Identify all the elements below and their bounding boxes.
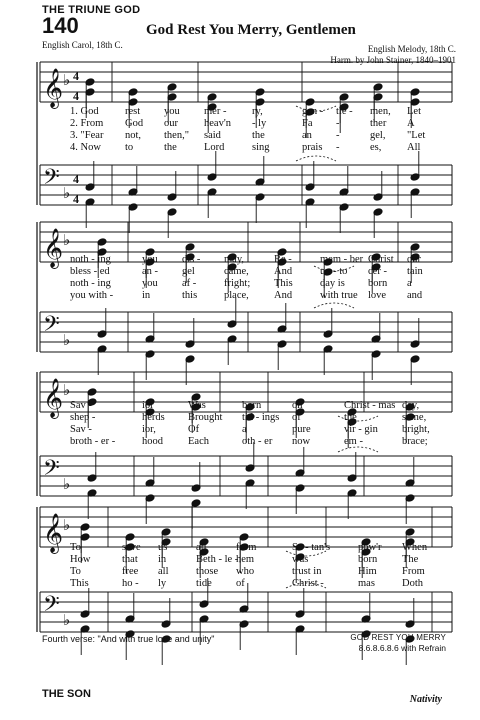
lyric-syllable: mer - — [204, 106, 227, 117]
lyric-syllable: ther — [370, 118, 387, 129]
lyric-syllable: an — [302, 130, 312, 141]
text-source: English Carol, 18th C. — [42, 40, 123, 50]
harmonization-credit: Harm. by John Stainer, 1840–1901 — [330, 55, 456, 65]
lyric-syllable: Christ — [368, 254, 394, 265]
lyric-syllable: "Let — [407, 130, 426, 141]
lyric-syllable: tide — [196, 578, 212, 589]
lyric-syllable: those — [196, 566, 219, 577]
lyric-syllable: broth - er - — [70, 436, 116, 447]
lyric-syllable: Each — [188, 436, 209, 447]
bass-clef-icon: 𝄢 — [43, 456, 60, 486]
lyric-syllable: This — [274, 278, 293, 289]
lyric-syllable: Sav - — [70, 400, 92, 411]
lyric-syllable: day, — [402, 400, 420, 411]
lyric-syllable: af - — [182, 278, 197, 289]
lyric-syllable: us — [158, 542, 168, 553]
lyric-syllable: Was — [188, 400, 206, 411]
lyric-syllable: mem - ber — [320, 254, 364, 265]
lyric-syllable: prais — [302, 142, 323, 153]
lyric-syllable: brace; — [402, 436, 428, 447]
lyric-syllable: To — [70, 542, 81, 553]
fourth-verse-note: Fourth verse: "And with true love and unity" — [42, 634, 215, 644]
lyric-syllable: - — [336, 118, 340, 129]
lyric-syllable: herds — [142, 412, 165, 423]
bass-clef-icon: 𝄢 — [43, 312, 60, 342]
lyric-syllable: tain — [407, 266, 423, 277]
lyric-syllable: Of — [188, 424, 200, 435]
lyric-syllable: born — [242, 400, 262, 411]
lyric-syllable: Christ - — [292, 578, 324, 589]
lyric-syllable: was — [292, 554, 309, 565]
treble-clef-icon: 𝄞 — [43, 68, 64, 108]
lyric-syllable: noth - ing — [70, 254, 111, 265]
season-label: Nativity — [409, 694, 442, 705]
lyric-syllable: that — [122, 554, 138, 565]
lyric-syllable: may, — [224, 254, 245, 265]
lyric-syllable: sing — [252, 142, 270, 153]
lyric-syllable: said — [204, 130, 221, 141]
lyric-syllable: cer - — [368, 266, 387, 277]
time-signature-top: 4 — [73, 172, 79, 186]
lyric-syllable: Doth — [402, 578, 423, 589]
lyric-syllable: dis - — [182, 254, 201, 265]
lyric-syllable: 3. "Fear — [70, 130, 104, 141]
hymn-title: God Rest You Merry, Gentlemen — [146, 22, 356, 38]
lyric-syllable: 4. Now — [70, 142, 101, 153]
lyric-syllable: Re - — [274, 254, 292, 265]
lyric-syllable: 2. From — [70, 118, 104, 129]
lyric-syllable: And — [274, 290, 293, 301]
lyric-syllable: ry, — [252, 106, 263, 117]
lyric-syllable: Lord — [204, 142, 225, 153]
section-footer: THE SON — [42, 688, 91, 700]
lyric-syllable: a — [407, 278, 412, 289]
lyric-syllable: trust in — [292, 566, 322, 577]
lyric-syllable: When — [402, 542, 428, 553]
lyric-syllable: noth - ing — [70, 278, 111, 289]
lyric-syllable: hood — [142, 436, 163, 447]
lyric-syllable: heav'n — [204, 118, 231, 129]
lyric-syllable: all — [196, 542, 207, 553]
lyric-syllable: A — [407, 118, 415, 129]
lyric-syllable: From — [402, 566, 425, 577]
lyric-syllable: gel, — [370, 130, 386, 141]
lyric-syllable: you — [164, 106, 180, 117]
lyric-syllable: pure — [292, 424, 311, 435]
lyric-syllable: ly — [158, 578, 167, 589]
lyric-syllable: our — [164, 118, 178, 129]
lyric-syllable: And — [274, 266, 293, 277]
lyric-syllable: this — [182, 290, 198, 301]
lyric-syllable: same, — [402, 412, 427, 423]
hymn-number: 140 — [42, 13, 79, 38]
lyric-syllable: of — [236, 578, 245, 589]
lyric-syllable: ior, — [142, 424, 156, 435]
flat-key-signature-icon: ♭ — [63, 516, 71, 534]
lyric-syllable: free — [122, 566, 139, 577]
tie-arc — [296, 156, 336, 161]
lyric-syllable: fright; — [224, 278, 251, 289]
lyric-syllable: not, — [125, 130, 142, 141]
flat-key-signature-icon: ♭ — [63, 381, 71, 399]
lyric-syllable: 1. God — [70, 106, 99, 117]
lyric-syllable: born — [358, 554, 378, 565]
lyric-syllable: es, — [370, 142, 382, 153]
lyric-syllable: to — [125, 142, 134, 153]
tune-info — [350, 632, 446, 654]
lyric-syllable: place, — [224, 290, 249, 301]
section-heading: THE TRIUNE GOD — [42, 4, 141, 16]
lyric-syllable: in — [142, 290, 151, 301]
lyric-syllable: you with - — [70, 290, 114, 301]
time-signature-bottom: 4 — [73, 89, 79, 103]
lyric-syllable: mas — [358, 578, 375, 589]
music-source: English Melody, 18th C. — [367, 44, 456, 54]
lyric-syllable: love — [368, 290, 387, 301]
lyric-syllable: an - — [142, 266, 159, 277]
lyric-syllable: then," — [164, 130, 189, 141]
lyric-syllable: now — [292, 436, 311, 447]
lyric-syllable: - — [336, 130, 340, 141]
flat-key-signature-icon: ♭ — [63, 184, 71, 202]
lyric-syllable: Him — [358, 566, 377, 577]
lyric-syllable: gen - — [302, 106, 324, 117]
lyric-syllable: gel — [182, 266, 195, 277]
bass-clef-icon: 𝄢 — [43, 165, 60, 195]
lyric-syllable: shep - — [70, 412, 96, 423]
lyric-syllable: on — [292, 400, 303, 411]
lyric-syllable: and — [407, 290, 423, 301]
flat-key-signature-icon: ♭ — [63, 71, 71, 89]
lyric-syllable: ho - — [122, 578, 139, 589]
flat-key-signature-icon: ♭ — [63, 331, 71, 349]
lyric-syllable: Fa — [302, 118, 313, 129]
lyric-syllable: you — [142, 278, 158, 289]
lyric-syllable: a — [242, 424, 247, 435]
lyric-syllable: day is — [320, 278, 345, 289]
flat-key-signature-icon: ♭ — [63, 231, 71, 249]
lyric-syllable: em - — [344, 436, 363, 447]
lyric-syllable: born — [368, 278, 388, 289]
lyric-syllable: vir - gin — [344, 424, 378, 435]
lyric-syllable: the — [252, 130, 265, 141]
lyric-syllable: Brought — [188, 412, 223, 423]
lyric-syllable: save — [122, 542, 141, 553]
lyric-syllable: our — [407, 254, 421, 265]
lyric-syllable: the — [164, 142, 177, 153]
lyric-syllable: Sav - — [70, 424, 92, 435]
lyric-syllable: Sa - tan's — [292, 542, 331, 553]
bass-clef-icon: 𝄢 — [43, 592, 60, 622]
tune-name: GOD REST YOU MERRY — [350, 633, 446, 642]
lyric-syllable: All — [407, 142, 421, 153]
lyric-syllable: the — [344, 412, 357, 423]
lyric-syllable: bright, — [402, 424, 430, 435]
treble-clef-icon: 𝄞 — [43, 228, 64, 268]
lyric-syllable: you — [142, 254, 158, 265]
lyric-syllable: who — [236, 566, 255, 577]
lyric-syllable: men, — [370, 106, 391, 117]
lyric-syllable: of — [292, 412, 301, 423]
treble-clef-icon: 𝄞 — [43, 378, 64, 418]
lyric-syllable: Let — [407, 106, 421, 117]
lyric-syllable: came, — [224, 266, 249, 277]
lyric-syllable: How — [70, 554, 91, 565]
lyric-syllable: un - to — [320, 266, 348, 277]
lyric-syllable: from — [236, 542, 257, 553]
lyric-syllable: Beth - le - — [196, 554, 239, 565]
lyric-syllable: - ly — [252, 118, 267, 129]
lyric-syllable: tle - — [336, 106, 353, 117]
lyric-syllable: all — [158, 566, 169, 577]
lyric-syllable: pow'r — [358, 542, 382, 553]
lyric-syllable: God — [125, 118, 144, 129]
lyric-syllable: Christ - mas — [344, 400, 396, 411]
time-signature-bottom: 4 — [73, 192, 79, 206]
lyric-syllable: tid - ings — [242, 412, 280, 423]
flat-key-signature-icon: ♭ — [63, 611, 71, 629]
time-signature-top: 4 — [73, 69, 79, 83]
lyric-syllable: with true — [320, 290, 358, 301]
tie-arc — [338, 447, 378, 452]
lyric-syllable: The — [402, 554, 419, 565]
lyric-syllable: rest — [125, 106, 141, 117]
lyric-syllable: bless - ed — [70, 266, 110, 277]
tie-arc — [314, 303, 354, 308]
lyric-syllable: in — [158, 554, 167, 565]
treble-clef-icon: 𝄞 — [43, 513, 64, 553]
lyric-syllable: This — [70, 578, 89, 589]
lyric-syllable: ior — [142, 400, 154, 411]
lyric-syllable: To — [70, 566, 81, 577]
lyric-syllable: - — [336, 142, 340, 153]
flat-key-signature-icon: ♭ — [63, 475, 71, 493]
lyric-syllable: hem — [236, 554, 255, 565]
meter: 8.6.8.6.8.6 with Refrain — [358, 643, 446, 653]
lyric-syllable: oth - er — [242, 436, 273, 447]
